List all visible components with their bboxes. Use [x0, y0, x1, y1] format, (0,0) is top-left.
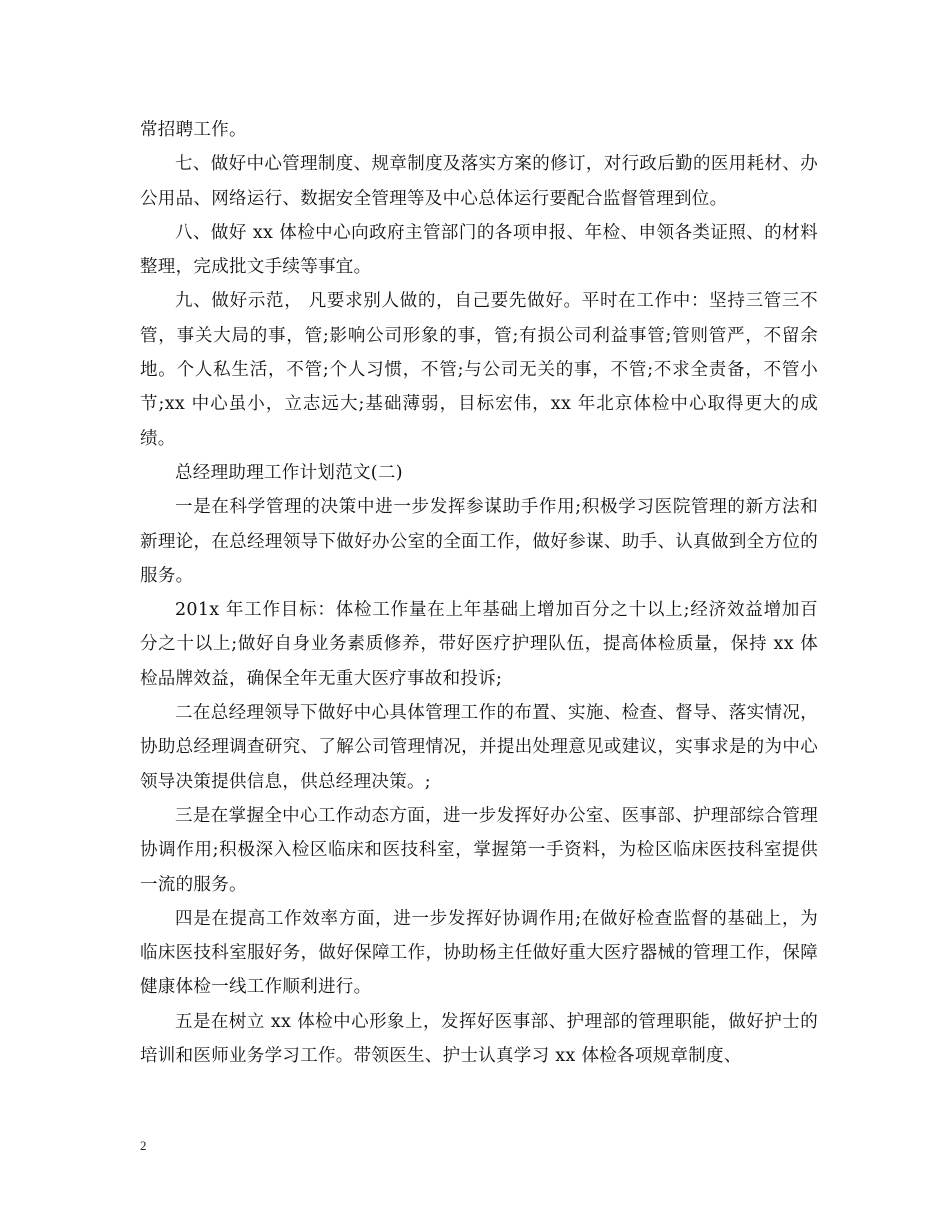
paragraph-item-8: 八、做好 xx 体检中心向政府主管部门的各项申报、年检、申领各类证照、的材料整理，完成批文手续等事宜。 [140, 222, 818, 278]
paragraph-item-7: 七、做好中心管理制度、规章制度及落实方案的修订，对行政后勤的医用耗材、办公用品、网络运行、数据安全管理等及中心总体运行要配合监督管理到位。 [140, 154, 818, 209]
paragraph-point-1: 一是在科学管理的决策中进一步发挥参谋助手作用;积极学习医院管理的新方法和新理论，在总经理领导下做好办公室的全面工作，做好参谋、助手、认真做到全方位的服务。 [140, 497, 818, 586]
paragraph-item-9: 九、做好示范， 凡要求别人做的，自己要先做好。平时在工作中：坚持三管三不管，事关大局的事，管;影响公司形象的事，管;有损公司利益事管;管则管严，不留余地。个人私生活，不管;个人习惯，不管;与公司无关的事，不管;不求全责备，不管小节;xx 中心虽小，立志远大;基础薄弱，目标宏伟，xx 年北京体检中心取得更大的成绩。 [140, 291, 818, 449]
paragraph-continuation: 常招聘工作。 [140, 120, 247, 140]
page-number: 2 [140, 1138, 147, 1153]
section-heading: 总经理助理工作计划范文(二) [175, 462, 403, 483]
paragraph-point-3: 三是在掌握全中心工作动态方面，进一步发挥好办公室、医事部、护理部综合管理协调作用;积极深入检区临床和医技科室，掌握第一手资料，为检区临床医技科室提供一流的服务。 [140, 805, 818, 895]
paragraph-point-2: 二在总经理领导下做好中心具体管理工作的布置、实施、检查、督导、落实情况，协助总经理调查研究、了解公司管理情况，并提出处理意见或建议，实事求是的为中心领导决策提供信息，供总经理决策。; [140, 703, 818, 792]
paragraph-point-4: 四是在提高工作效率方面，进一步发挥好协调作用;在做好检查监督的基础上，为临床医技科室服好务，做好保障工作，协助杨主任做好重大医疗器械的管理工作，保障健康体检一线工作顺利进行。 [140, 908, 818, 998]
paragraph-annual-goal: 201x 年工作目标：体检工作量在上年基础上增加百分之十以上;经济效益增加百分之十以上;做好自身业务素质修养，带好医疗护理队伍，提高体检质量，保持 xx 体检品牌效益，确保全年无重大医疗事故和投诉; [140, 600, 818, 689]
document-body [140, 113, 818, 1073]
paragraph-point-5: 五是在树立 xx 体检中心形象上，发挥好医事部、护理部的管理职能，做好护士的培训和医师业务学习工作。带领医生、护士认真学习 xx 体检各项规章制度、 [140, 1011, 818, 1067]
